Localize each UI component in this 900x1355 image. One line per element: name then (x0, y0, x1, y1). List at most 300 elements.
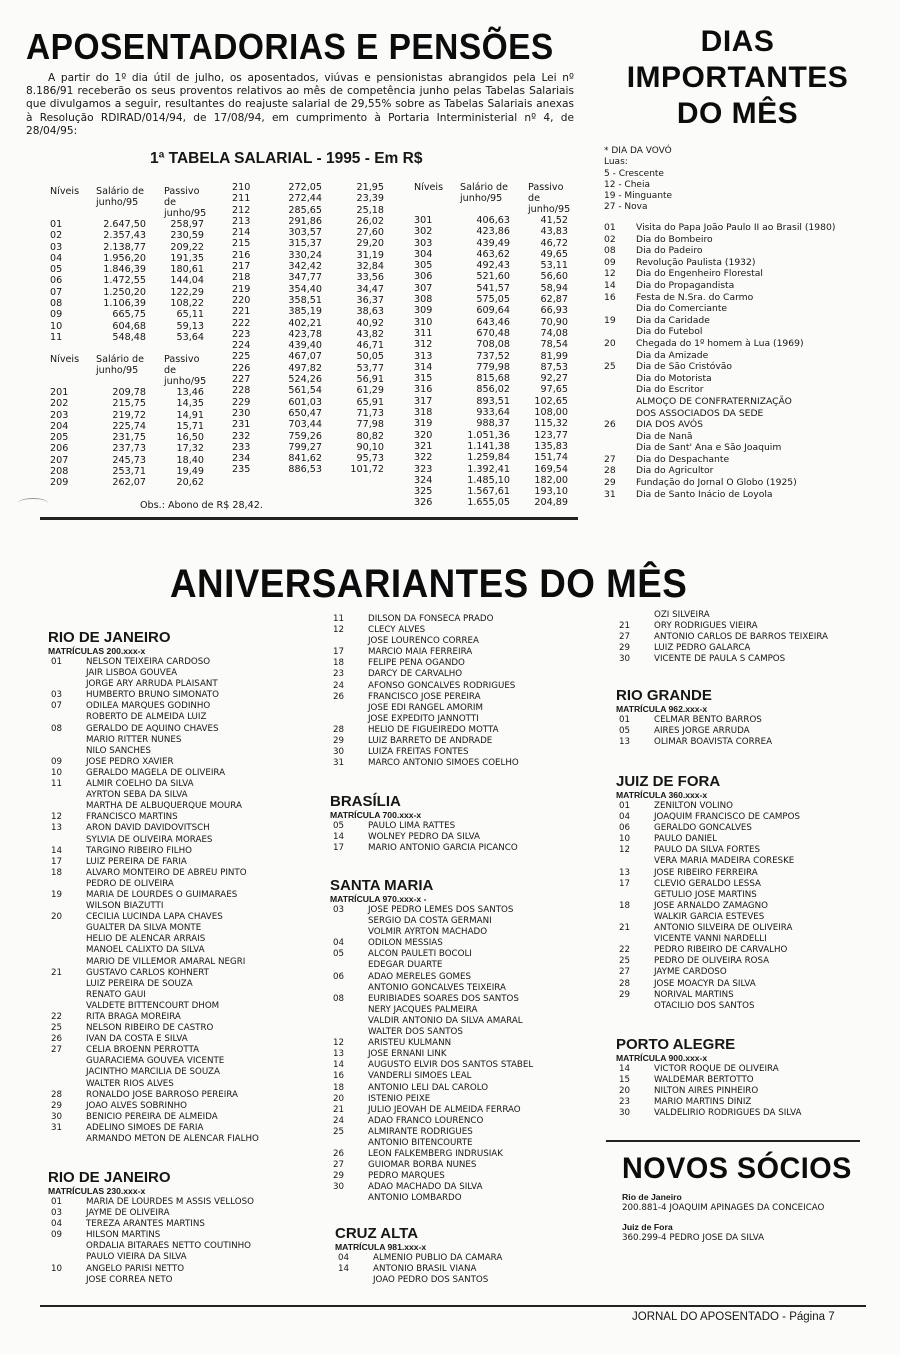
list-item (48, 1090, 323, 1101)
member-name: GERALDO GONCALVES (654, 823, 752, 834)
nivel-cell: 202 (50, 398, 69, 410)
list-item (616, 1086, 891, 1097)
matricula-label: MATRÍCULA 900.xxx-x (616, 1053, 708, 1063)
salario-cell: 1.485,10 (467, 474, 510, 486)
salario-cell: 886,53 (288, 464, 322, 476)
dia-item (604, 384, 874, 396)
dia-description: ALMOÇO DE CONFRATERNIZAÇÃO (636, 395, 792, 407)
nivel-cell: 01 (50, 219, 63, 230)
member-name: RONALDO JOSE BARROSO PEREIRA (86, 1089, 238, 1100)
birthday-day (48, 934, 86, 945)
table-row (232, 306, 384, 317)
nivel-cell: 215 (232, 238, 251, 250)
member-name: AIRES JORGE ARRUDA (654, 726, 750, 737)
birthday-day (48, 945, 86, 956)
nivel-cell: 321 (414, 440, 433, 452)
dia-description: Dia do Engenheiro Florestal (636, 268, 763, 280)
list-item (330, 1171, 605, 1182)
member-name: OLIMAR BOAVISTA CORREA (654, 737, 773, 748)
birthday-day: 30 (333, 747, 345, 758)
dia-item (604, 326, 874, 338)
table-row (232, 431, 384, 442)
birthday-day: 25 (333, 1126, 345, 1137)
list-item (330, 736, 605, 747)
passivo-cell: 43,82 (356, 328, 384, 340)
salario-cell: 272,44 (288, 193, 322, 205)
birthday-day (330, 1027, 368, 1038)
dia-description: Dia do Futebol (636, 326, 703, 338)
birthday-day: 23 (619, 1097, 631, 1108)
member-name: GUARACIEMA GOUVEA VICENTE (86, 1056, 225, 1067)
birthday-list (48, 1197, 323, 1286)
member-name: ADELINO SIMOES DE FARIA (86, 1122, 204, 1133)
birthday-day: 01 (619, 715, 631, 725)
salario-cell: 1.259,84 (467, 452, 510, 464)
list-item (48, 1056, 323, 1067)
passivo-cell: 81,99 (540, 350, 568, 362)
birthday-day: 19 (51, 889, 63, 900)
lua-item: 19 - Minguante (604, 191, 673, 202)
salario-cell: 358,51 (288, 294, 322, 306)
birthday-day: 13 (619, 867, 631, 878)
list-item (330, 949, 605, 960)
member-name: PEDRO DE OLIVEIRA (86, 878, 174, 889)
passivo-cell: 14,35 (176, 398, 204, 410)
dia-number: 14 (604, 279, 616, 291)
nivel-cell: 229 (232, 396, 251, 408)
salario-cell: 237,73 (112, 443, 146, 455)
list-item (48, 735, 323, 746)
list-item (48, 1023, 323, 1034)
nivel-cell: 214 (232, 227, 251, 239)
table-header (414, 182, 571, 215)
salario-cell: 737,52 (476, 350, 510, 362)
member-name: ARISTEU KULMANN (368, 1038, 452, 1049)
birthday-day: 29 (619, 989, 631, 1000)
passivo-cell: 65,91 (356, 396, 384, 408)
member-name: PEDRO MARQUES (368, 1171, 445, 1182)
dia-number: 16 (604, 291, 616, 303)
passivo-cell: 36,37 (356, 294, 384, 306)
salario-cell: 291,86 (288, 215, 322, 227)
birthday-day: 22 (51, 1012, 63, 1022)
nivel-cell: 302 (414, 226, 433, 238)
table-row (50, 242, 204, 253)
nivel-cell: 201 (50, 387, 69, 398)
passivo-cell: 144,04 (170, 275, 204, 287)
birthday-day: 17 (619, 878, 631, 889)
passivo-cell: 50,05 (356, 351, 384, 363)
salario-cell: 272,05 (288, 182, 322, 193)
member-name: NILTON AIRES PINHEIRO (654, 1086, 759, 1097)
list-item (330, 1182, 605, 1193)
birthday-day (330, 960, 368, 971)
member-name: JORGE ARY ARRUDA PLAISANT (86, 679, 218, 690)
passivo-cell: 74,08 (540, 327, 568, 339)
birthday-day: 21 (619, 621, 631, 632)
passivo-cell: 53,64 (176, 331, 204, 343)
table-row (232, 351, 384, 362)
birthday-day: 05 (619, 726, 631, 737)
passivo-cell: 191,35 (170, 252, 204, 264)
city-heading: RIO GRANDE (616, 687, 712, 704)
nivel-cell: 231 (232, 419, 251, 431)
birthday-day: 09 (51, 756, 63, 767)
nivel-cell: 222 (232, 317, 251, 329)
salario-cell: 548,48 (112, 331, 146, 343)
member-name: VALDETE BITTENCOURT DHOM (86, 1000, 220, 1011)
nivel-cell: 204 (50, 420, 69, 432)
member-name: MARIA DE LOURDES M ASSIS VELLOSO (86, 1197, 254, 1207)
nivel-cell: 324 (414, 474, 433, 486)
birthday-day: 26 (333, 691, 345, 702)
birthday-day (335, 1275, 373, 1286)
table-row (50, 253, 204, 264)
member-name: IVAN DA COSTA E SILVA (86, 1034, 188, 1045)
table-row (414, 238, 568, 249)
list-item (48, 923, 323, 934)
passivo-cell: 62,87 (540, 294, 568, 306)
birthday-day (48, 1275, 86, 1286)
birthday-day (330, 983, 368, 994)
list-item (48, 1219, 323, 1230)
list-item (616, 1075, 891, 1086)
dia-item (604, 338, 874, 350)
salario-cell: 209,78 (112, 387, 146, 398)
birthday-day (48, 957, 86, 968)
table-row (414, 452, 568, 463)
header-passivo (510, 182, 571, 215)
section-rio-230 (48, 1170, 323, 1286)
birthday-day (48, 712, 86, 723)
salario-cell: 856,02 (476, 384, 510, 396)
member-name: WALKIR GARCIA ESTEVES (654, 911, 765, 922)
birthday-day: 29 (333, 1171, 345, 1182)
birthday-day: 04 (51, 1219, 63, 1230)
table-row (232, 374, 384, 385)
table-row (50, 219, 204, 230)
dia-item (604, 442, 874, 454)
nivel-cell: 06 (50, 275, 63, 287)
passivo-cell: 92,27 (540, 373, 568, 385)
member-name: FRANCISCO JOSE PEREIRA (368, 691, 481, 702)
salario-cell: 463,62 (476, 248, 510, 260)
passivo-cell: 49,65 (540, 248, 568, 260)
matricula-label: MATRÍCULA 962.xxx-x (616, 704, 708, 714)
dia-number: 02 (604, 233, 616, 245)
birthday-day (48, 979, 86, 990)
list-item (48, 968, 323, 979)
member-name: PAULO DANIEL (654, 834, 717, 845)
list-item (330, 692, 605, 703)
member-name: FRANCISCO MARTINS (86, 812, 178, 823)
list-item (48, 1001, 323, 1012)
member-name: JOSE RIBEIRO FERREIRA (654, 867, 758, 878)
member-name: MARIO ANTONIO GARCIA PICANCO (368, 843, 518, 854)
list-item (48, 879, 323, 890)
member-name: SERGIO DA COSTA GERMANI (368, 916, 492, 927)
birthday-day: 30 (51, 1111, 63, 1122)
header-salario-line: Salário de (96, 354, 145, 365)
salario-cell: 285,65 (288, 204, 322, 216)
member-name: ORDALIA BITARAES NETTO COUTINHO (86, 1241, 251, 1252)
member-name: NORIVAL MARTINS (654, 989, 734, 1000)
passivo-cell: 25,18 (356, 204, 384, 216)
nivel-cell: 221 (232, 306, 251, 318)
birthday-day: 25 (51, 1023, 63, 1034)
table-row (414, 497, 568, 508)
passivo-cell: 41,52 (540, 215, 568, 226)
passivo-cell: 123,77 (534, 429, 568, 441)
member-name: ARMANDO METON DE ALENCAR FIALHO (86, 1134, 259, 1145)
dia-description: Dia de São Cristóvão (636, 361, 733, 373)
table-row (50, 421, 204, 432)
list-item (330, 983, 605, 994)
nivel-cell: 206 (50, 443, 69, 455)
city-heading: PORTO ALEGRE (616, 1036, 736, 1053)
dia-number: 20 (604, 337, 616, 349)
table-row (50, 477, 204, 488)
member-name: GETULIO JOSE MARTINS (654, 889, 757, 900)
member-name: PAULO DA SILVA FORTES (654, 845, 760, 856)
passivo-cell: 108,00 (534, 407, 568, 419)
list-item (330, 1083, 605, 1094)
list-item (616, 979, 891, 990)
birthday-day: 03 (51, 1208, 63, 1219)
member-name: JOSE LOURENCO CORREA (368, 636, 479, 647)
dia-number: 27 (604, 453, 616, 465)
birthday-day (48, 1056, 86, 1067)
nivel-cell: 317 (414, 395, 433, 407)
birthday-day: 31 (51, 1122, 63, 1133)
salary-table-niveis-201-209 (50, 354, 207, 489)
nivel-cell: 312 (414, 339, 433, 351)
salario-cell: 815,68 (476, 373, 510, 385)
birthday-day: 14 (51, 845, 63, 856)
list-item (616, 890, 891, 901)
passivo-cell: 151,74 (534, 452, 568, 464)
nivel-cell: 218 (232, 272, 251, 284)
novos-socios-list (622, 1192, 824, 1244)
dias-list (604, 222, 874, 500)
header-passivo-line: Passivo de (164, 186, 200, 208)
table-row (414, 271, 568, 282)
list-item (48, 757, 323, 768)
birthday-day: 18 (619, 900, 631, 911)
list-item (48, 1275, 323, 1286)
dia-number: 28 (604, 465, 616, 477)
city-heading: BRASÍLIA (330, 793, 401, 810)
table-row (232, 464, 384, 475)
birthday-day: 12 (333, 625, 345, 636)
passivo-cell: 18,40 (176, 454, 204, 466)
birthday-day (48, 790, 86, 801)
list-item (48, 1112, 323, 1123)
member-name: VALDELIRIO RODRIGUES DA SILVA (654, 1108, 802, 1119)
list-item (48, 779, 323, 790)
member-name: JOSE CORREA NETO (86, 1274, 173, 1285)
salario-cell: 253,71 (112, 466, 146, 478)
dia-description: Dia do Bombeiro (636, 233, 713, 245)
table-row (50, 398, 204, 409)
passivo-cell: 43,83 (540, 226, 568, 238)
member-name: JOSE EDI RANGEL AMORIM (368, 702, 483, 713)
passivo-cell: 135,83 (534, 440, 568, 452)
salario-cell: 893,51 (476, 395, 510, 407)
table-row (50, 321, 204, 332)
member-name: TARGINO RIBEIRO FILHO (86, 845, 193, 856)
birthday-day: 29 (619, 643, 631, 654)
member-name: ZENILTON VOLINO (654, 801, 733, 811)
member-name: JOSE ARNALDO ZAMAGNO (654, 900, 768, 911)
nivel-cell: 309 (414, 305, 433, 317)
birthday-day: 18 (333, 658, 345, 669)
nivel-cell: 227 (232, 374, 251, 386)
passivo-cell: 101,72 (350, 464, 384, 476)
list-item (330, 725, 605, 736)
member-name: FELIPE PENA OGANDO (368, 658, 465, 669)
member-name: JULIO JEOVAH DE ALMEIDA FERRAO (368, 1104, 521, 1115)
birthday-day: 27 (333, 1160, 345, 1171)
table-row (232, 318, 384, 329)
dia-number: 31 (604, 488, 616, 500)
member-name: VOLMIR AYRTON MACHADO (368, 927, 488, 938)
list-item (48, 1123, 323, 1134)
member-name: OTACILIO DOS SANTOS (654, 1000, 755, 1011)
birthday-day: 04 (338, 1253, 350, 1263)
salario-cell: 643,46 (476, 316, 510, 328)
list-item (48, 679, 323, 690)
birthday-day: 29 (51, 1100, 63, 1111)
salario-cell: 2.138,77 (103, 241, 146, 253)
nivel-cell: 233 (232, 441, 251, 453)
birthday-day: 14 (333, 1060, 345, 1071)
member-name: MARCIO MAIA FERREIRA (368, 647, 473, 658)
passivo-cell: 87,53 (540, 361, 568, 373)
list-item (330, 1193, 605, 1204)
birthday-day: 14 (619, 1064, 631, 1074)
nivel-cell: 323 (414, 463, 433, 475)
member-name: ALVARO MONTEIRO DE ABREU PINTO (86, 867, 247, 878)
dia-description: Dia do Propagandista (636, 279, 735, 291)
list-item (616, 610, 891, 621)
birthday-day: 09 (51, 1230, 63, 1241)
passivo-cell: 56,91 (356, 374, 384, 386)
nivel-cell: 315 (414, 373, 433, 385)
member-name: PEDRO RIBEIRO DE CARVALHO (654, 945, 788, 956)
table-header (50, 186, 207, 219)
member-name: MARIA DE LOURDES O GUIMARAES (86, 889, 238, 900)
nivel-cell: 311 (414, 327, 433, 339)
dia-item (604, 245, 874, 257)
list-item (616, 1097, 891, 1108)
dia-description: Dia de Sant' Ana e São Joaquim (636, 442, 782, 454)
salario-cell: 497,82 (288, 362, 322, 374)
birthday-day: 01 (51, 657, 63, 667)
list-item (616, 715, 891, 726)
birthday-list (335, 1253, 610, 1286)
list-item (330, 1038, 605, 1049)
birthday-day (330, 916, 368, 927)
dia-number: 29 (604, 477, 616, 489)
list-item (330, 960, 605, 971)
city-heading: SANTA MARIA (330, 877, 434, 894)
dia-description: Dia da Caridade (636, 314, 710, 326)
dia-number (604, 431, 636, 443)
salario-cell: 561,54 (288, 385, 322, 397)
birthday-day: 13 (619, 737, 631, 748)
dia-da-vovo-note: * DIA DA VOVÓ (604, 146, 672, 156)
dia-number: 01 (604, 222, 616, 233)
list-item (330, 1116, 605, 1127)
list-item (330, 1160, 605, 1171)
birthday-list (330, 821, 605, 854)
birthday-day (48, 679, 86, 690)
table-row (414, 249, 568, 260)
passivo-cell: 102,65 (534, 395, 568, 407)
passivo-cell: 17,32 (176, 443, 204, 455)
birthday-day (48, 668, 86, 679)
birthday-day (616, 912, 654, 923)
nivel-cell: 220 (232, 294, 251, 306)
passivo-cell: 38,63 (356, 306, 384, 318)
list-item (48, 846, 323, 857)
member-name: SYLVIA DE OLIVEIRA MORAES (86, 834, 213, 845)
list-item (616, 812, 891, 823)
passivo-cell: 258,97 (170, 219, 204, 230)
member-name: AFONSO GONCALVES RODRIGUES (368, 680, 516, 691)
dia-number: 19 (604, 314, 616, 326)
list-item (335, 1275, 610, 1286)
list-item (616, 945, 891, 956)
table-row (232, 261, 384, 272)
member-name: JAYME CARDOSO (654, 967, 727, 978)
table-row (414, 226, 568, 237)
list-item (616, 643, 891, 654)
dia-number (604, 373, 636, 385)
birthday-day: 21 (333, 1104, 345, 1115)
member-name: NERY JACQUES PALMEIRA (368, 1004, 478, 1015)
salario-cell: 402,21 (288, 317, 322, 329)
list-item (330, 747, 605, 758)
dia-item (604, 454, 874, 466)
member-name: JOSE ERNANI LINK (368, 1049, 447, 1060)
salario-cell: 1.956,20 (103, 252, 146, 264)
salario-cell: 604,68 (112, 320, 146, 332)
header-passivo-line: Passivo de (528, 182, 564, 204)
salario-cell: 1.051,36 (467, 429, 510, 441)
list-item (616, 856, 891, 867)
abono-note: Obs.: Abono de R$ 28,42. (140, 500, 263, 511)
table-row (50, 275, 204, 286)
passivo-cell: 115,32 (534, 418, 568, 430)
table-row (232, 408, 384, 419)
member-name: ANTONIO LELI DAL CAROLO (368, 1082, 489, 1093)
dia-number (604, 408, 636, 420)
passivo-cell: 27,60 (356, 227, 384, 239)
table-row (414, 418, 568, 429)
salario-cell: 439,49 (476, 237, 510, 249)
passivo-cell: 230,59 (170, 230, 204, 242)
nivel-cell: 213 (232, 215, 251, 227)
member-name: PAULO LIMA RATTES (368, 821, 456, 831)
member-name: AYRTON SEBA DA SILVA (86, 790, 188, 801)
birthday-day (48, 1001, 86, 1012)
section-divider (606, 1140, 860, 1142)
member-name: ALMIRANTE RODRIGUES (368, 1126, 473, 1137)
nivel-cell: 325 (414, 486, 433, 498)
list-item (330, 1005, 605, 1016)
